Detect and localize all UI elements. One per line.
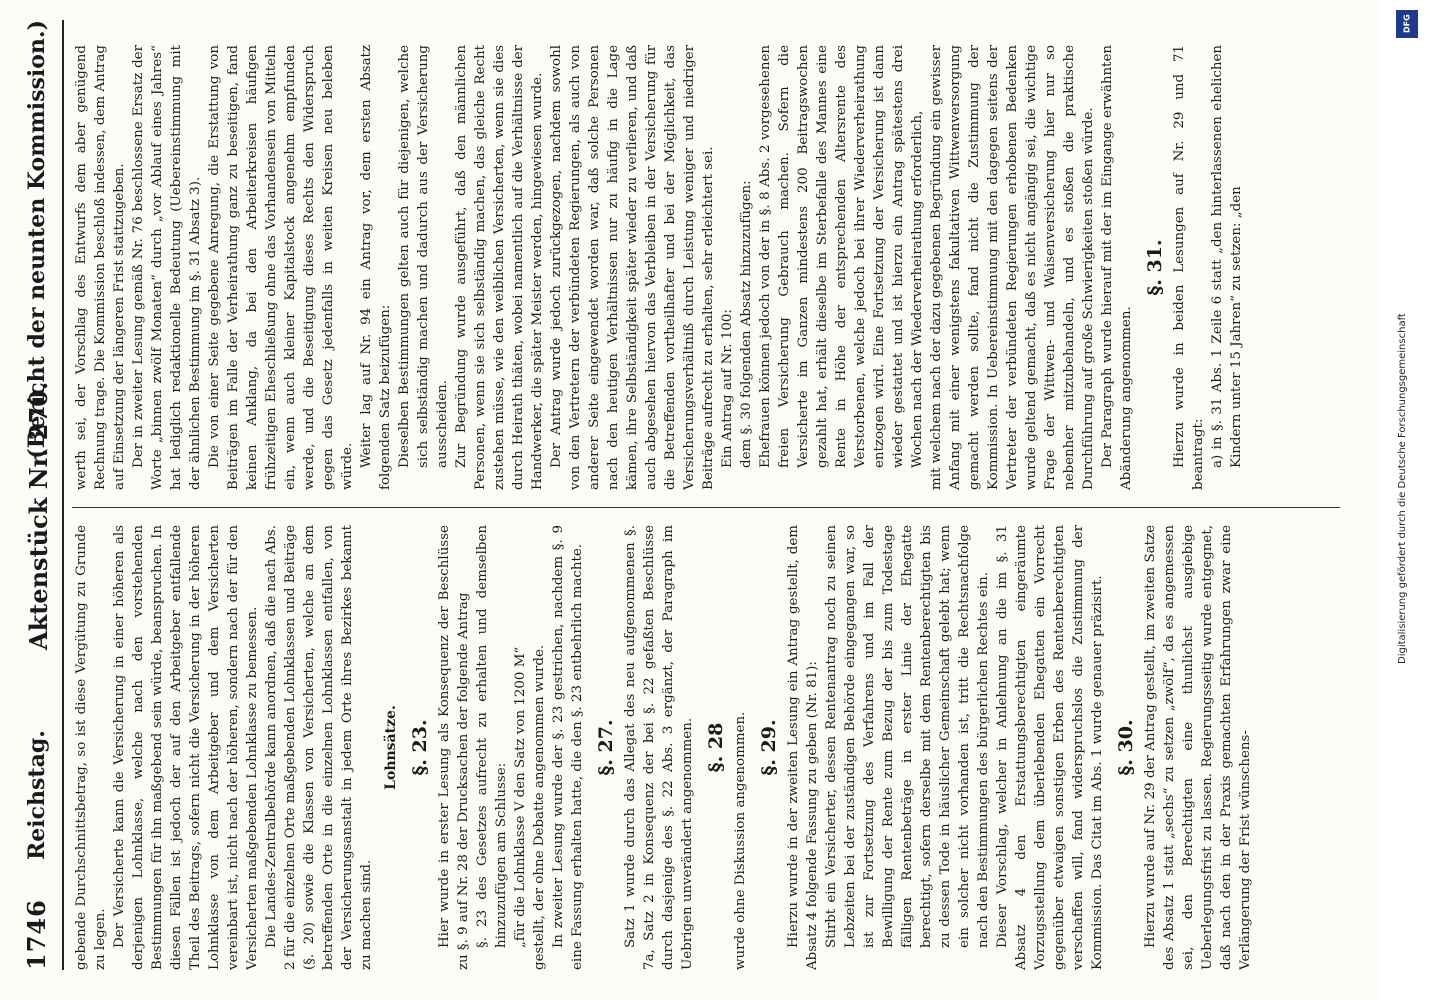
section-heading-lohnsaetze: Lohnsätze. (383, 705, 399, 790)
section-heading-29: §. 29. (758, 719, 780, 776)
section-heading-27: §. 27. (595, 719, 617, 776)
quoted-paragraph: dem §. 30 folgenden Absatz hinzuzufügen: (739, 180, 754, 468)
quoted-paragraph: a) in §. 31 Abs. 1 Zeile 6 statt „den hinterlassenen ehelichen Kindern unter 15 Jahren“ zu setzen: „den (1210, 45, 1244, 468)
digitization-notice: Digitalisierung gefördert durch die Deutsche Forschungsgemeinschaft (1397, 313, 1408, 664)
paragraph: Der Antrag wurde jedoch zurückgezogen, nachdem sowohl von den Vertretern der verbündeten Regierungen, als auch von anderer Seite eingewendet worden war, daß solche Personen nach den heutigen Verhältnissen nur zu häufig in die Lage kämen, ihre Selbständigkeit später wieder zu verlieren, und daß auch abgesehen hiervon das Verbleiben in der Versicherung für die Betreffenden vortheilhafter und bei der Möglichkeit, das Versicherungsverhältniß durch Leistung weniger und niedriger Beiträge aufrecht zu erhalten, sehr erleichtert sei. (549, 45, 716, 490)
header-right-title: (Bericht der neunten Kommission.) (24, 20, 50, 459)
paragraph: Der Paragraph wurde hierauf mit der im Eingange erwähnten Abänderung angenommen. (1100, 45, 1134, 490)
paragraph: Die Landes-Zentralbehörde kann anordnen, daß die nach Abs. 2 für die einzelnen Orte maßgebenden Lohnklassen und Beiträge (§. 20) sowie die Klassen von Versicherten, welche an dem betreffenden Orte in die einzelnen Lohnklassen entfallen, von der Versicherungsanstalt in jedem Orte ihres Bezirkes bekannt zu machen sind. (264, 525, 374, 970)
page-header (20, 20, 60, 980)
quoted-paragraph: „für die Lohnklasse V den Satz von 1200 M“ (513, 646, 528, 948)
section-heading-28: §. 28 (705, 722, 727, 773)
paragraph: Zur Begründung wurde ausgeführt, daß den männlichen Personen, wenn sie sich selbständig machen, das gleiche Recht zustehen müsse, wie den weiblichen Versicherten, wenn sie dies durch Heirath thäten, wobei namentlich auf die Verhältnisse der Handwerker, die später Meister werden, hingewiesen wurde. (454, 45, 545, 490)
paragraph: Der Versicherte kann die Versicherung in einer höheren als derjenigen Lohnklasse, welche nach den vorstehenden Bestimmungen für ihn maßgebend sein würde, beanspruchen. In diesen Fällen ist jedoch der auf den Arbeitgeber entfallende Theil des Beitrags, sofern nicht die Versicherung in der höheren Lohnklasse von dem Arbeitgeber und dem Versicherten vereinbart ist, nicht nach der höheren, sondern nach der für den Versicherten maßgebenden Lohnklasse zu bemessen. (112, 525, 260, 970)
paragraph: Hierzu wurde in der zweiten Lesung ein Antrag gestellt, dem Absatz 4 folgende Fassung zu geben (Nr. 81): (786, 525, 820, 970)
right-column (72, 45, 1360, 490)
paragraph: werth sei, der Vorschlag des Entwurfs dem aber genügend Rechnung trage. Die Kommission beschloß indessen, dem Antrag auf Einsetzung der längeren Frist stattzugeben. (74, 45, 127, 490)
paragraph: Hierzu wurde auf Nr. 29 der Antrag gestellt, im zweiten Satze des Absatz 1 statt „sechs“ zu setzen „zwölf“, da es angemessen sei, den Berechtigten eine thunlichst ausgiebige Ueberlegungsfrist zu lassen. Regierungsseitig wurde entgegnet, daß nach den in der Praxis gemachten Erfahrungen zwar eine Verlängerung der Frist wünschens- (1143, 525, 1253, 970)
paragraph: Ein Antrag auf Nr. 100: (720, 309, 735, 468)
text-columns (72, 20, 1360, 970)
header-aktenstueck: Aktenstück Nr. 270. (24, 381, 53, 650)
paragraph: Hierzu wurde in beiden Lesungen auf Nr. 29 und 71 beantragt: (1172, 45, 1206, 490)
paragraph: gestellt, der ohne Debatte angenommen wurde. (532, 644, 547, 970)
paragraph: wurde ohne Diskussion angenommen. (733, 711, 748, 970)
rotated-page-content (20, 20, 1360, 980)
quoted-paragraph: §. 23 des Gesetzes aufrecht zu erhalten und demselben hinzuzufügen am Schlusse: (475, 525, 509, 948)
quoted-paragraph: Dieselben Bestimmungen gelten auch für diejenigen, welche sich selbständig machen und dadurch aus der Versicherung ausscheiden. (397, 45, 450, 468)
quoted-paragraph: Ehefrauen können jedoch von der in §. 8 Abs. 2 vorgesehenen freien Versicherung Gebrauch machen. Sofern die Versicherte im Ganzen mindestens 200 Beitragswochen gezahlt hat, erhält dieselbe im Sterbefalle des Mannes eine Rente in Höhe der entsprechenden Altersrente des Verstorbenen, welche jedoch bei ihrer Wiederverheirathung entzogen wird. Eine Fortsetzung der Versicherung ist dann wieder gestattet und ist hierzu ein Antrag spätestens drei Wochen nach der Wiederverheirathung erforderlich, (758, 45, 925, 468)
section-heading-23: §. 23. (409, 719, 431, 776)
dfg-logo-icon: DFG (1396, 10, 1418, 38)
paragraph: Weiter lag auf Nr. 94 ein Antrag vor, dem ersten Absatz folgenden Satz beizufügen: (359, 45, 393, 490)
paragraph: In zweiter Lesung wurde der §. 23 gestrichen, nachdem §. 9 eine Fassung erhalten hatte, die den §. 23 entbehrlich machte. (551, 525, 585, 970)
digitization-sidebar (1380, 0, 1434, 1000)
section-heading-31: §. 31. (1144, 239, 1166, 296)
left-column (72, 525, 1360, 970)
paragraph: gebende Durchschnittsbetrag, so ist diese Vergütung zu Grunde zu legen. (74, 525, 108, 970)
paragraph: Dieser Vorschlag, welcher in Anlehnung an die im §. 31 Absatz 4 den Erstattungsberechtigten eingeräumte Vorzugsstellung dem überlebenden Ehegatten ein Vorrecht gegenüber etwaigen sonstigen Erben des Rentenberechtigten verschaffen will, fand widerspruchslos die Zustimmung der Kommission. Das Citat im Abs. 1 wurde genauer präzisirt. (995, 525, 1105, 970)
column-divider (72, 507, 1340, 508)
section-heading-30: §. 30. (1115, 719, 1137, 776)
quoted-paragraph: Stirbt ein Versicherter, dessen Rentenantrag noch zu seinen Lebzeiten bei der zuständigen Behörde eingegangen war, so ist zur Fortsetzung des Verfahrens und im Fall der Bewilligung der Rente zum Bezug der bis zum Todestage fälligen Rentenbeträge in erster Linie der Ehegatte berechtigt, sofern derselbe mit dem Rentenberechtigten bis zu dessen Tode in häuslicher Gemeinschaft gelebt hat; wenn ein solcher nicht vorhanden ist, tritt die Rechtsnachfolge nach den Bestimmungen des bürgerlichen Rechtes ein. (824, 525, 991, 948)
header-source: Reichstag. (24, 730, 50, 860)
paragraph: Die von einer Seite gegebene Anregung, die Erstattung von Beiträgen im Falle der Verheirathung ganz zu beseitigen, fand keinen Anklang, da bei den Arbeiterkreisen häufigen frühzeitigen Eheschließung ohne das Vorhandensein von Mitteln ein, wenn auch kleiner Kapitalstock angenehm empfunden werde, und die Beseitigung dieses Rechts den Widerspruch gegen das Gesetz jedenfalls in weiten Kreisen neu beleben würde. (207, 45, 355, 490)
paragraph: Satz 1 wurde durch das Allegat des neu aufgenommenen §. 7a, Satz 2 in Konsequenz der bei §. 22 gefaßten Beschlüsse durch dasjenige des §. 22 Abs. 3 ergänzt, der Paragraph im Uebrigen unverändert angenommen. (623, 525, 695, 970)
page-number: 1746 (22, 899, 51, 970)
paragraph: Der in zweiter Lesung gemäß Nr. 76 beschlossene Ersatz der Worte „binnen zwölf Monaten“ durch „vor Ablauf eines Jahres“ hat lediglich redaktionelle Bedeutung (Uebereinstimmung mit der ähnlichen Bestimmung im §. 31 Absatz 3). (131, 45, 203, 490)
paragraph: Hier wurde in erster Lesung als Konsequenz der Beschlüsse zu §. 9 auf Nr. 28 der Drucksachen der folgende Antrag (437, 525, 471, 970)
paragraph: mit welchem nach der dazu gegebenen Begründung ein gewisser Anfang mit einer wenigstens fakultativen Wittwenversorgung gemacht werden sollte, fand nicht die Zustimmung der Kommission. In Uebereinstimmung mit den dagegen seitens der Vertreter der verbündeten Regierungen erhobenen Bedenken wurde geltend gemacht, daß es nicht angängig sei, die wichtige Frage der Wittwen- und Waisenversicherung hier nur so nebenher mitzubehandeln, und es stoßen die praktische Durchführung auf große Schwierigkeiten stoßen würde. (929, 45, 1096, 490)
header-rule (62, 20, 64, 970)
